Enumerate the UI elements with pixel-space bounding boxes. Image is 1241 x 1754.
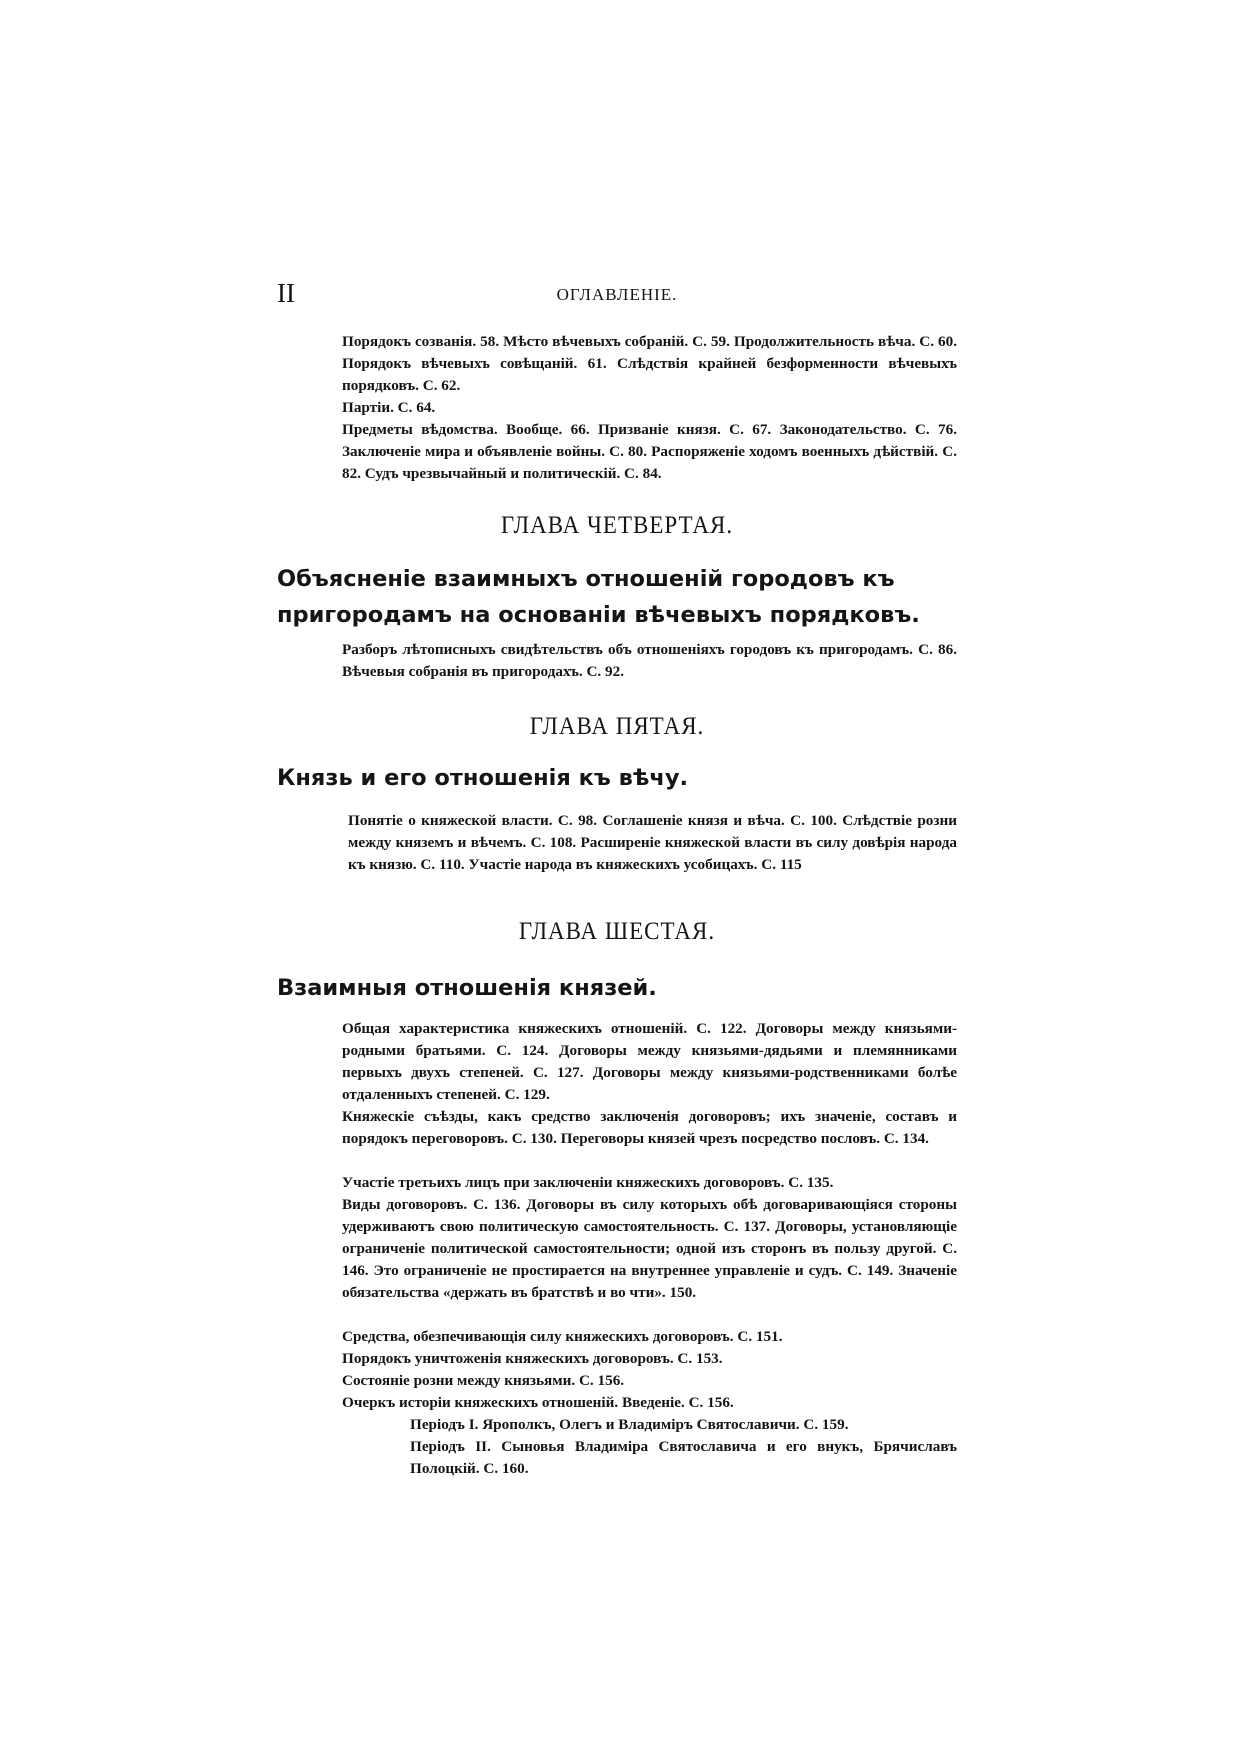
header-title: ОГЛАВЛЕНІЕ. — [556, 285, 678, 304]
running-head — [277, 278, 957, 312]
chapter-title-text: Объясненіе взаимныхъ отношеній городовъ къ пригородамъ на основаніи вѣчевыхъ порядковъ. — [277, 566, 920, 628]
toc-entry: Состояніе розни между князьями. С. 156. — [342, 1372, 625, 1389]
toc-entry: Очеркъ исторіи княжескихъ отношеній. Введеніе. С. 156. — [342, 1394, 734, 1411]
chapter-title-6: Взаимныя отношенія князей. — [277, 975, 657, 1001]
toc-entry: Разборъ лѣтописныхъ свидѣтельствъ объ отношеніяхъ городовъ къ пригородамъ. С. 86. Вѣчевыя собранія въ пригородахъ. С. 92. — [342, 641, 957, 680]
toc-entry: Предметы вѣдомства. Вообще. 66. Призваніе князя. С. 67. Законодательство. С. 76. Заключеніе мира и объявленіе войны. С. 80. Распоряженіе ходомъ военныхъ дѣйствій. С. 82. Судъ чрезвычайный и политическій. С. 84. — [342, 421, 957, 482]
toc-entry: Участіе третьихъ лицъ при заключеніи княжескихъ договоровъ. С. 135. — [342, 1174, 834, 1191]
toc-entry: Средства, обезпечивающія силу княжескихъ договоровъ. С. 151. — [342, 1328, 783, 1345]
toc-period: Періодъ I. Ярополкъ, Олегъ и Владиміръ Святославичи. С. 159. — [410, 1416, 849, 1433]
toc-entry: Партіи. С. 64. — [342, 399, 436, 416]
toc-entry: Виды договоровъ. С. 136. Договоры въ силу которыхъ обѣ договаривающіяся стороны удерживаютъ свою политическую самостоятельность. С. 137. Договоры, установляющіе ограниченіе политической самостоятельности; одной изъ сторонъ въ пользу другой. С. 146. Это ограниченіе не простирается на внутреннее управленіе и судъ. С. 149. Значеніе обязательства «держать въ братствѣ и во чти». 150. — [342, 1196, 957, 1301]
chapter-title-4 — [277, 561, 972, 633]
page-number: II — [277, 278, 295, 308]
toc-entry: Порядокъ созванія. 58. Мѣсто вѣчевыхъ собраній. С. 59. Продолжительность вѣча. С. 60. Порядокъ вѣчевыхъ совѣщаній. 61. Слѣдствія крайней безформенности вѣчевыхъ порядковъ. С. 62. — [342, 333, 957, 394]
chapter-heading-6: ГЛАВА ШЕСТАЯ. — [518, 916, 716, 945]
toc-entry: Понятіе о княжеской власти. С. 98. Соглашеніе князя и вѣча. С. 100. Слѣдствіе розни между княземъ и вѣчемъ. С. 108. Расширеніе княжеской власти въ силу довѣрія народа къ князю. С. 110. Участіе народа въ княжескихъ усобицахъ. С. 115 — [348, 812, 957, 873]
toc-entry: Порядокъ уничтоженія княжескихъ договоровъ. С. 153. — [342, 1350, 723, 1367]
chapter-title-5: Князь и его отношенія къ вѣчу. — [277, 765, 689, 791]
chapter-heading-4: ГЛАВА ЧЕТВЕРТАЯ. — [500, 510, 734, 539]
chapter-heading-5: ГЛАВА ПЯТАЯ. — [529, 711, 705, 740]
toc-period: Періодъ II. Сыновья Владиміра Святославича и его внукъ, Брячиславъ Полоцкій. С. 160. — [410, 1438, 957, 1477]
toc-entry: Общая характеристика княжескихъ отношеній. С. 122. Договоры между князьями-родными братьями. С. 124. Договоры между князьями-дядьями и племянниками первыхъ двухъ степеней. С. 127. Договоры между князьями-родственниками болѣе отдаленныхъ степеней. С. 129. — [342, 1020, 957, 1103]
toc-entry: Княжескіе съѣзды, какъ средство заключенія договоровъ; ихъ значеніе, составъ и порядокъ переговоровъ. С. 130. Переговоры князей чрезъ посредство пословъ. С. 134. — [342, 1108, 957, 1147]
